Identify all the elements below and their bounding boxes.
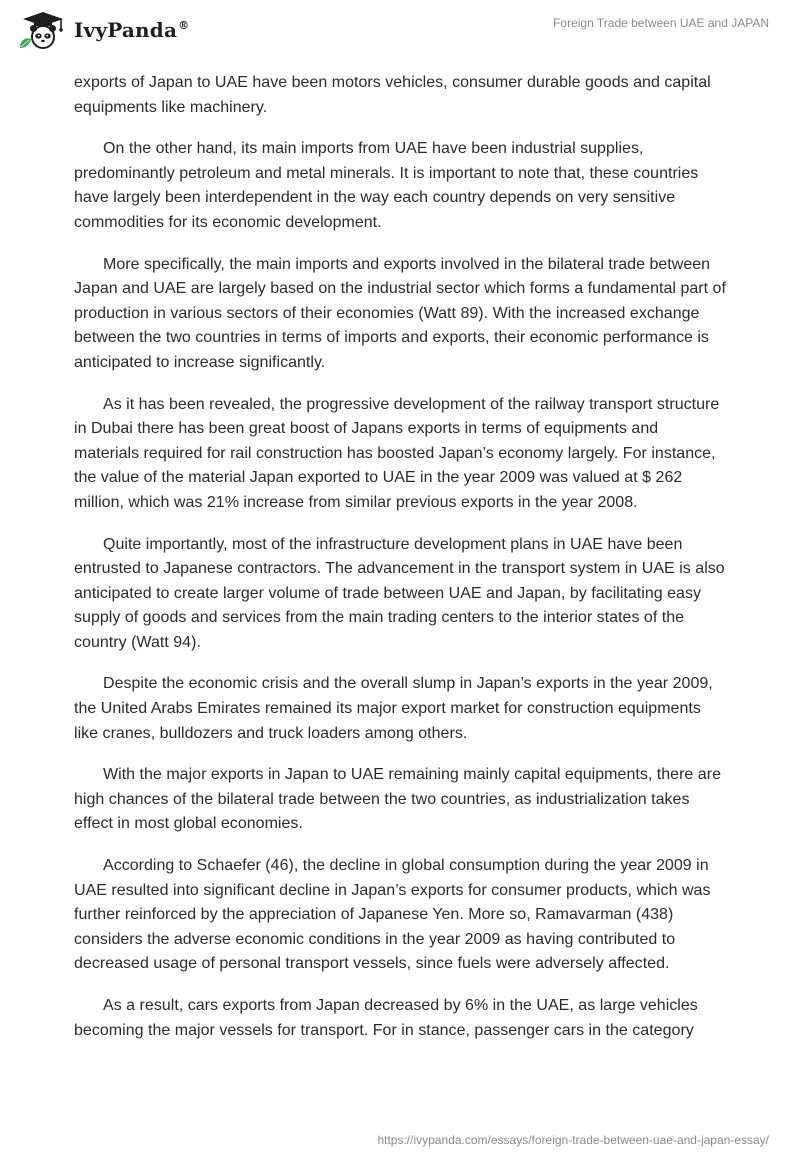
paragraph-8: According to Schaefer (46), the decline in global consumption during the year 2009 in UAE resulted into significant decline in Japan’s exports for consumer products, which was further reinforced by the appreciation of Japanese Yen. More so, Ramavarman (438) considers the adverse economic conditions in the year 2009 as having contributed to decreased usage of personal transport vessels, since fuels were adversely affected. [74, 857, 711, 973]
paragraph-7: With the major exports in Japan to UAE remaining mainly capital equipments, there are high chances of the bilateral trade between the two countries, as industrialization takes effect in most global economies. [74, 766, 721, 833]
panda-graduate-icon [16, 10, 70, 50]
document-title: Foreign Trade between UAE and JAPAN [553, 16, 769, 30]
paragraph-4: As it has been revealed, the progressive development of the railway transport structure in Dubai there has been great boost of Japans exports in terms of equipments and materials required for rail construction has boosted Japan’s economy largely. For instance, the value of the material Japan exported to UAE in the year 2009 was valued at $ 262 million, which was 21% increase from similar previous exports in the year 2008. [74, 395, 720, 511]
page-header [0, 0, 800, 70]
registered-mark: ® [178, 19, 190, 33]
paragraph-5: Quite importantly, most of the infrastructure development plans in UAE have been entrusted to Japanese contractors. The advancement in the transport system in UAE is also anticipated to create larger volume of trade between UAE and Japan, by facilitating easy supply of goods and services from the main trading centers to the interior states of the country (Watt 94). [74, 535, 725, 651]
paragraph-9: As a result, cars exports from Japan decreased by 6% in the UAE, as large vehicles becoming the major vessels for transport. For in stance, passenger cars in the category [74, 997, 698, 1039]
source-url-link[interactable]: https://ivypanda.com/essays/foreign-trade-between-uae-and-japan-essay/ [377, 1133, 769, 1147]
essay-body [74, 71, 726, 1060]
paragraph-1: exports of Japan to UAE have been motors vehicles, consumer durable goods and capital equipments like machinery. [74, 74, 711, 116]
logo-wordmark: IvyPanda® [74, 18, 190, 42]
paragraph-3: More specifically, the main imports and exports involved in the bilateral trade between Japan and UAE are largely based on the industrial sector which forms a fundamental part of production in various sectors of their economies (Watt 89). With the increased exchange between the two countries in terms of imports and exports, their economic performance is anticipated to increase significantly. [74, 255, 726, 371]
paragraph-6: Despite the economic crisis and the overall slump in Japan’s exports in the year 2009, the United Arabs Emirates remained its major export market for construction equipments like cranes, bulldozers and truck loaders among others. [74, 675, 713, 742]
ivypanda-logo[interactable] [16, 10, 189, 50]
paragraph-2: On the other hand, its main imports from UAE have been industrial supplies, predominantly petroleum and metal minerals. It is important to note that, these countries have largely been interdependent in the way each country depends on very sensitive commodities for its economic development. [74, 140, 699, 231]
